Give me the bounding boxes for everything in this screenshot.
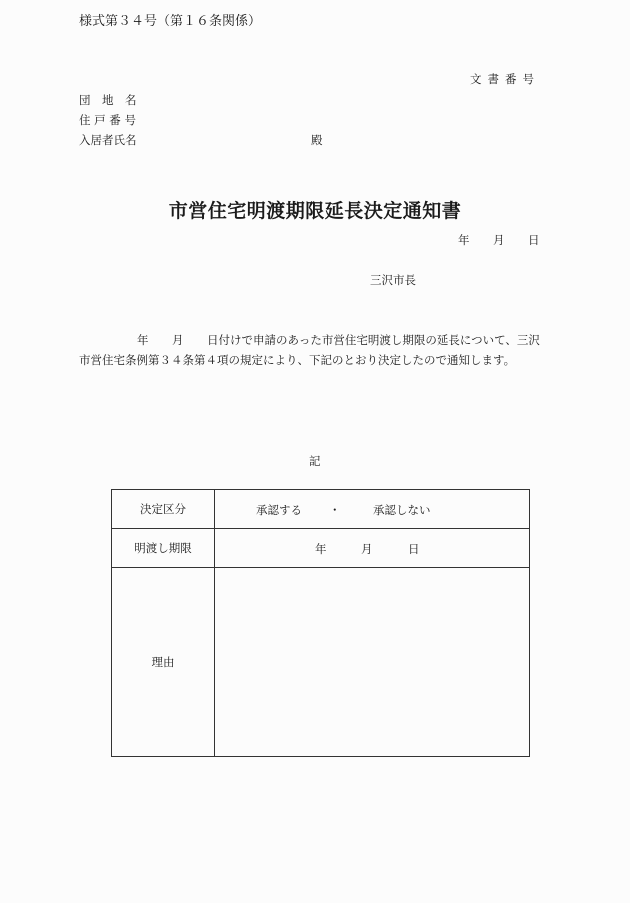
document-number-label: 文書番号 xyxy=(470,72,540,86)
approve-option: 承認する xyxy=(256,503,302,517)
decision-type-cell xyxy=(215,490,530,529)
body-line2: 市営住宅条例第３４条第４項の規定により、下記のとおり決定したので通知します。 xyxy=(79,353,516,367)
body-year: 年 xyxy=(137,333,149,347)
ki-heading: 記 xyxy=(309,454,321,468)
jukoban-label: 住 戸 番 号 xyxy=(79,113,136,127)
deadline-day: 日 xyxy=(408,542,420,556)
table-row xyxy=(112,529,530,568)
decision-type-label: 決定区分 xyxy=(112,490,215,529)
reason-cell xyxy=(215,568,530,757)
option-separator: ・ xyxy=(329,503,341,517)
date-year: 年 xyxy=(458,233,470,247)
deadline-year: 年 xyxy=(315,542,327,556)
decision-table xyxy=(111,489,530,757)
deadline-month: 月 xyxy=(361,542,373,556)
danchi-label: 団 地 名 xyxy=(79,93,137,107)
reject-option: 承認しない xyxy=(373,503,431,517)
issuer: 三沢市長 xyxy=(370,273,416,287)
date-month: 月 xyxy=(493,233,505,247)
date-day: 日 xyxy=(528,233,540,247)
body-line1: 日付けで申請のあった市営住宅明渡し期限の延長について、三沢 xyxy=(207,333,540,347)
table-row xyxy=(112,490,530,529)
reason-label: 理由 xyxy=(112,568,215,757)
document-title: 市営住宅明渡期限延長決定通知書 xyxy=(168,200,462,222)
form-number: 様式第３４号（第１６条関係） xyxy=(79,14,262,29)
resident-name-label: 入居者氏名 xyxy=(79,133,137,147)
deadline-cell xyxy=(215,529,530,568)
honorific: 殿 xyxy=(311,133,323,147)
deadline-label: 明渡し期限 xyxy=(112,529,215,568)
body-month: 月 xyxy=(172,333,184,347)
table-row xyxy=(112,568,530,757)
